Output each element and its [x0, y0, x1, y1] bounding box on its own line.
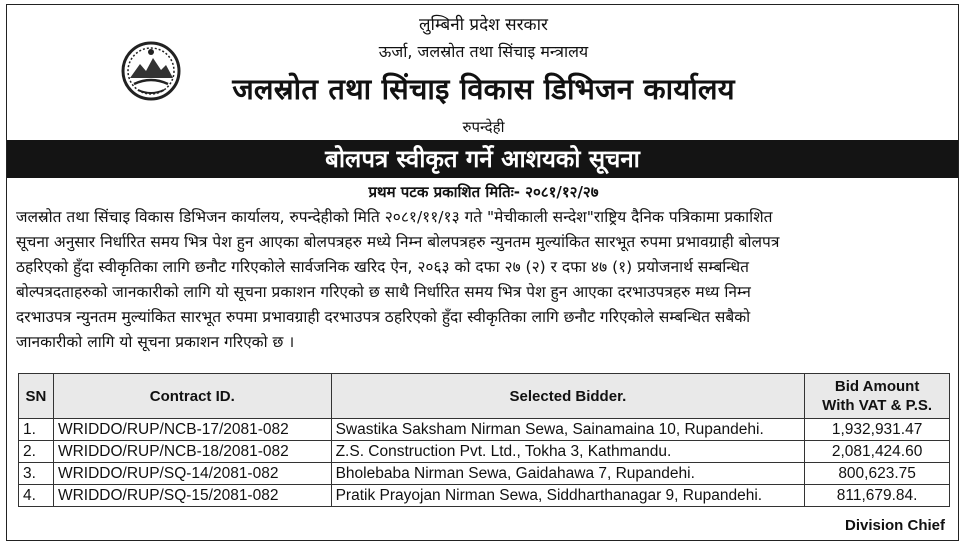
- office-location: रुपन्देही: [462, 118, 505, 136]
- government-name: लुम्बिनी प्रदेश सरकार: [419, 15, 548, 35]
- sn-header: SN: [19, 374, 54, 419]
- selected-bidder-header: Selected Bidder.: [331, 374, 805, 419]
- notice-body: [16, 205, 954, 355]
- table-row: [19, 441, 950, 463]
- row-amount: 800,623.75: [805, 463, 950, 485]
- row-bidder: Z.S. Construction Pvt. Ltd., Tokha 3, Kathmandu.: [331, 441, 805, 463]
- row-sn: 1.: [19, 419, 54, 441]
- row-sn: 4.: [19, 485, 54, 507]
- table-row: [19, 463, 950, 485]
- contract-id-header: Contract ID.: [53, 374, 331, 419]
- table-header-row: [19, 374, 950, 419]
- row-contract-id: WRIDDO/RUP/SQ-14/2081-082: [53, 463, 331, 485]
- notice-body-line: ठहरिएको हुँदा स्वीकृतिका लागि छनौट गरिएकोले सार्वजनिक खरिद ऐन, २०६३ को दफा २७ (२) र दफा ४७ (१) प्रयोजनार्थ सम्बन्धित: [16, 258, 749, 276]
- row-bidder: Pratik Prayojan Nirman Sewa, Siddharthanagar 9, Rupandehi.: [331, 485, 805, 507]
- signatory-title: Division Chief: [844, 517, 945, 534]
- notice-body-line: बोल्पत्रदताहरुको जानकारीको लागि यो सूचना प्रकाशन गरिएको छ साथै निर्धारित समय भित्र पेश हुन आएका दरभाउपत्रहरु मध्य निम्न: [16, 283, 751, 301]
- row-contract-id: WRIDDO/RUP/NCB-17/2081-082: [53, 419, 331, 441]
- bid-amount-header: [805, 374, 950, 419]
- row-bidder: Bholebaba Nirman Sewa, Gaidahawa 7, Rupandehi.: [331, 463, 805, 485]
- bid-amount-header-line1: Bid Amount: [834, 378, 920, 395]
- bid-amount-header-line2: With VAT & P.S.: [822, 397, 933, 414]
- row-amount: 2,081,424.60: [805, 441, 950, 463]
- row-sn: 2.: [19, 441, 54, 463]
- row-contract-id: WRIDDO/RUP/NCB-18/2081-082: [53, 441, 331, 463]
- ministry-name: ऊर्जा, जलस्रोत तथा सिंचाइ मन्त्रालय: [378, 42, 589, 61]
- publication-date: प्रथम पटक प्रकाशित मितिः- २०८१/१२/२७: [368, 183, 599, 201]
- table-row: [19, 419, 950, 441]
- notice-body-line: जानकारीको लागि यो सूचना प्रकाशन गरिएको छ ।: [16, 333, 295, 351]
- notice-title: बोलपत्र स्वीकृत गर्ने आशयको सूचना: [7, 140, 958, 178]
- notice-body-line: जलस्रोत तथा सिंचाइ विकास डिभिजन कार्यालय, रुपन्देहीको मिति २०८१/११/१३ गते "मेचीकाली सन्देश"राष्ट्रिय दैनिक पत्रिकामा प्रकाशित: [16, 208, 773, 226]
- row-contract-id: WRIDDO/RUP/SQ-15/2081-082: [53, 485, 331, 507]
- row-amount: 811,679.84.: [805, 485, 950, 507]
- row-amount: 1,932,931.47: [805, 419, 950, 441]
- notice-body-line: सूचना अनुसार निर्धारित समय भित्र पेश हुन आएका बोलपत्रहरु मध्ये निम्न बोलपत्रहरु न्युनतम मुल्यांकित सारभूत रुपमा प्रभावग्राही बोलपत्र: [16, 233, 780, 251]
- row-bidder: Swastika Saksham Nirman Sewa, Sainamaina 10, Rupandehi.: [331, 419, 805, 441]
- row-sn: 3.: [19, 463, 54, 485]
- notice-body-line: दरभाउपत्र न्युनतम मुल्यांकित सारभूत रुपमा प्रभावग्राही दरभाउपत्र ठहरिएको हुँदा स्वीकृतिका लागि छनौट गरिएकोले सम्बन्धित सबैको: [16, 308, 751, 326]
- bid-table: [18, 373, 950, 507]
- table-row: [19, 485, 950, 507]
- office-name: जलस्रोत तथा सिंचाइ विकास डिभिजन कार्यालय: [232, 72, 735, 106]
